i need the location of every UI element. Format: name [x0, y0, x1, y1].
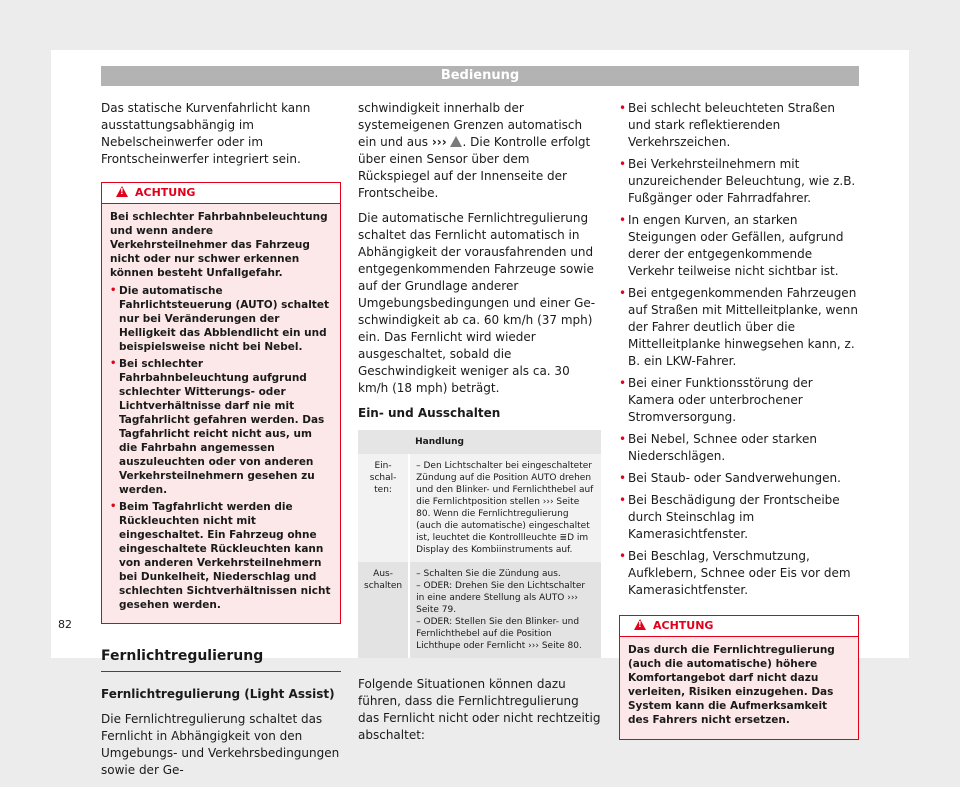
list-item: [619, 470, 859, 487]
warning-triangle-icon: [450, 136, 462, 147]
list-item-text: Bei Staub- oder Sandverwehungen.: [628, 471, 841, 485]
warning-bullet-text: Beim Tagfahrlicht werden die Rückleuchten nicht mit eingeschaltet. Ein Fahrzeug ohne eingeschaltete Rückleuchten kann von anderen Verkehrsteilnehmern bei Dunkelheit, Niederschlag und schlechten Sichtverhältnissen nicht gesehen werden.: [119, 501, 331, 611]
column-2: [358, 100, 601, 752]
warning-bullet: [110, 357, 332, 497]
list-item: [619, 156, 859, 207]
warning-triangle-icon: [634, 619, 646, 630]
paragraph-after-table: Folgende Situationen können dazu führen, dass die Fernlichtregulierung das Fernlicht nicht oder nicht rechtzeitig abschaltet:: [358, 677, 601, 742]
column-1: [101, 100, 341, 787]
list-item-text: Bei Verkehrsteilnehmern mit unzureichender Beleuchtung, wie z.B. Fußgänger oder Fahrradfahrer.: [628, 157, 856, 205]
bullet-dot-icon: •: [619, 101, 627, 115]
warning-bullet-text: Bei schlechter Fahrbahnbeleuchtung aufgrund schlechter Witterungs- oder Lichtverhältnisse darf nie mit Tagfahrlicht gefahren werden. Das Tagfahrlicht reicht nicht aus, um die Fahrbahn angemessen auszuleuchten oder von anderen Verkehrsteilnehmern gesehen zu werden.: [119, 358, 325, 496]
subsection-heading: Fernlichtregulierung (Light Assist): [101, 687, 335, 701]
list-item: [619, 375, 859, 426]
bullet-dot-icon: •: [619, 549, 627, 563]
list-item: [619, 212, 859, 280]
paragraph-2: Die automatische Fernlichtregulierung schaltet das Fernlicht automatisch in Abhängigkeit der vorausfahrenden und entgegenkommenden Fahrzeuge sowie auf der Grundlage anderer Umgebungsbedingungen und einer Geschwindigkeit ab ca. 60 km/h (37 mph) ein. Das Fernlicht wird wieder ausgeschaltet, sobald die Geschwindigkeit weniger als ca. 30 km/h (18 mph) beträgt.: [358, 211, 596, 395]
list-item: [619, 431, 859, 465]
warning-body: [620, 637, 858, 739]
section-title: Fernlichtregulierung: [101, 648, 341, 672]
list-item-text: Bei Beschädigung der Frontscheibe durch Steinschlag im Kamerasichtfenster.: [628, 493, 840, 541]
list-item: [619, 548, 859, 599]
bullet-dot-icon: •: [110, 501, 117, 512]
bullet-dot-icon: •: [619, 286, 627, 300]
bullet-dot-icon: •: [619, 493, 627, 507]
warning-lead: Bei schlechter Fahrbahnbeleuchtung und wenn andere Verkehrsteilnehmer das Fahrzeug nicht oder nur schwer erkennen können besteht Unfallgefahr.: [110, 211, 328, 279]
subsection-heading: Ein- und Ausschalten: [358, 406, 501, 420]
cross-ref-arrow: ›››: [431, 135, 447, 149]
list-item-text: Bei entgegenkommenden Fahrzeugen auf Straßen mit Mittelleitplanke, wenn der Fahrer deutlich über die Mittelleitplanke hinwegsehen kann, z. B. ein LKW-Fahrer.: [628, 286, 858, 368]
warning-title: ACHTUNG: [653, 619, 714, 632]
warning-box-1: [101, 182, 341, 624]
list-item-text: Bei Nebel, Schnee oder starken Niederschlägen.: [628, 432, 817, 463]
warning-bullet-text: Die automatische Fahrlichtsteuerung (AUTO) schaltet nur bei Veränderungen der Helligkeit das Abblendlicht ein und beispielsweise nicht bei Nebel.: [119, 285, 329, 353]
list-item: [619, 285, 859, 370]
bullet-dot-icon: •: [619, 157, 627, 171]
table-row-label: Ausschalten: [358, 562, 409, 658]
table-row: [358, 562, 601, 658]
warning-bullet: [110, 284, 332, 354]
bullet-dot-icon: •: [110, 285, 117, 296]
warning-title: ACHTUNG: [135, 186, 196, 199]
column-3: [619, 100, 859, 740]
paragraph-1-text-a: schwindigkeit innerhalb der systemeigenen Grenzen automatisch ein und aus: [358, 101, 583, 149]
operation-table: [358, 430, 601, 658]
bullet-dot-icon: •: [619, 471, 627, 485]
list-item: [619, 492, 859, 543]
body-paragraph: Die Fernlichtregulierung schaltet das Fernlicht in Abhängigkeit von den Umgebungs- und Verkehrsbedingungen sowie der Ge-: [101, 712, 340, 777]
table-header-row: [358, 430, 601, 454]
warning-bullet: [110, 500, 332, 612]
page-header: Bedienung: [101, 66, 859, 86]
section-title-wrap: [101, 648, 341, 672]
table-header: Handlung: [409, 430, 601, 454]
page-number: 82: [58, 618, 72, 631]
bullet-dot-icon: •: [619, 432, 627, 446]
table-row-text: – Schalten Sie die Zündung aus. – ODER: Drehen Sie den Lichtschalter in eine andere Stellung als AUTO ››› Seite 79. – ODER: Stellen Sie den Blinker- und Fernlichthebel auf die Position Lichthupe oder Fernlicht ››› Seite 80.: [409, 562, 601, 658]
warning-triangle-icon: [116, 186, 128, 197]
warning-header: [620, 616, 858, 637]
paragraph-1: [358, 100, 601, 202]
warning-text: Das durch die Fernlichtregulierung (auch die automatische) höhere Komfortangebot darf nicht dazu verleiten, Risiken einzugehen. Das System kann die Aufmerksamkeit des Fahrers nicht ersetzen.: [628, 644, 835, 726]
list-item-text: Bei einer Funktionsstörung der Kamera oder unterbrochener Stromversorgung.: [628, 376, 813, 424]
bullet-dot-icon: •: [619, 376, 627, 390]
list-item-text: Bei schlecht beleuchteten Straßen und stark reflektierenden Verkehrszeichen.: [628, 101, 835, 149]
bullet-dot-icon: •: [110, 358, 117, 369]
list-item-text: Bei Beschlag, Verschmutzung, Aufklebern, Schnee oder Eis vor dem Kamerasichtfenster.: [628, 549, 851, 597]
list-item: [619, 100, 859, 151]
warning-box-2: [619, 615, 859, 740]
warning-body: [102, 204, 340, 623]
table-row-text: – Den Lichtschalter bei eingeschalteter Zündung auf die Position AUTO drehen und den Blinker- und Fernlichthebel auf die Fernlichtposition stellen ››› Seite 80. Wenn die Fernlichtregulierung (auch die automatische) eingeschaltet ist, leuchtet die Kontrollleuchte ≣D im Display des Kombiinstruments auf.: [409, 454, 601, 562]
table-header-empty: [358, 430, 409, 454]
table-row-label: Einschalten:: [358, 454, 409, 562]
list-item-text: In engen Kurven, an starken Steigungen oder Gefällen, aufgrund derer der entgegenkommende Verkehr teilweise nicht sichtbar ist.: [628, 213, 844, 278]
warning-header: [102, 183, 340, 204]
bullet-dot-icon: •: [619, 213, 627, 227]
intro-paragraph: Das statische Kurvenfahrlicht kann ausstattungsabhängig im Nebelscheinwerfer oder im Frontscheinwerfer integriert sein.: [101, 101, 311, 166]
paragraph-1-text-b: . Die Kontrolle erfolgt über einen Sensor über dem Rückspiegel auf der Innenseite der Frontscheibe.: [358, 135, 591, 200]
table-row: [358, 454, 601, 562]
